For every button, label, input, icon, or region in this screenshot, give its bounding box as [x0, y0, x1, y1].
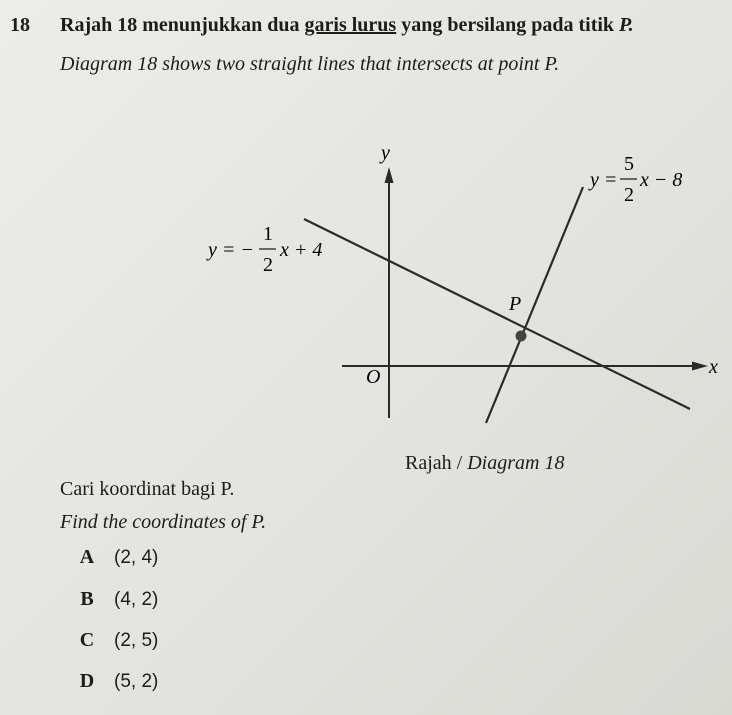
option-value: (4, 2) [114, 589, 159, 610]
option-b[interactable] [60, 588, 158, 611]
option-letter: D [79, 670, 95, 692]
instruction-english: Find the coordinates of P. [60, 511, 267, 533]
question-point-label: P. [619, 14, 634, 36]
option-c[interactable] [60, 629, 158, 652]
caption-english: Diagram 18 [467, 452, 565, 474]
question-text-english: Diagram 18 shows two straight lines that intersects at point P. [60, 53, 560, 75]
underlined-phrase: garis lurus [304, 14, 397, 36]
option-a[interactable] [60, 546, 158, 569]
y-axis-arrow [385, 167, 394, 183]
equation-steep-numerator: 5 [624, 153, 634, 175]
origin-label: O [366, 366, 381, 388]
option-value: (2, 4) [114, 547, 159, 568]
x-axis-arrow [692, 362, 708, 371]
point-p-label: P [509, 293, 522, 315]
caption-malay: Rajah / [405, 452, 468, 474]
line-steep [486, 187, 583, 423]
equation-steep-denominator: 2 [624, 184, 634, 206]
option-letter: B [80, 588, 94, 610]
equation-steep-line [588, 153, 682, 206]
option-value: (5, 2) [114, 671, 159, 692]
equation-steep-lhs: y = [590, 169, 618, 191]
intersection-point-p [516, 331, 527, 342]
y-axis-label: y [381, 142, 390, 164]
equation-steep-rhs: x − 8 [640, 169, 683, 191]
option-letter: A [79, 546, 95, 568]
diagram-caption [405, 452, 564, 475]
instruction-malay: Cari koordinat bagi P. [60, 478, 235, 500]
question-text-malay-part2: yang bersilang pada titik [396, 14, 620, 36]
equation-shallow-denominator: 2 [263, 254, 273, 276]
question-text-malay-part1: Rajah 18 menunjukkan dua [60, 14, 305, 36]
line-shallow [304, 219, 690, 409]
question-number: 18 [10, 14, 30, 36]
equation-shallow-rhs: x + 4 [280, 239, 323, 261]
equation-shallow-line [206, 223, 322, 276]
option-d[interactable] [60, 670, 158, 693]
option-value: (2, 5) [114, 630, 159, 651]
equation-shallow-lhs: y = − [208, 239, 254, 261]
equation-shallow-numerator: 1 [263, 223, 273, 245]
x-axis-label: x [709, 356, 718, 378]
option-letter: C [79, 629, 95, 651]
